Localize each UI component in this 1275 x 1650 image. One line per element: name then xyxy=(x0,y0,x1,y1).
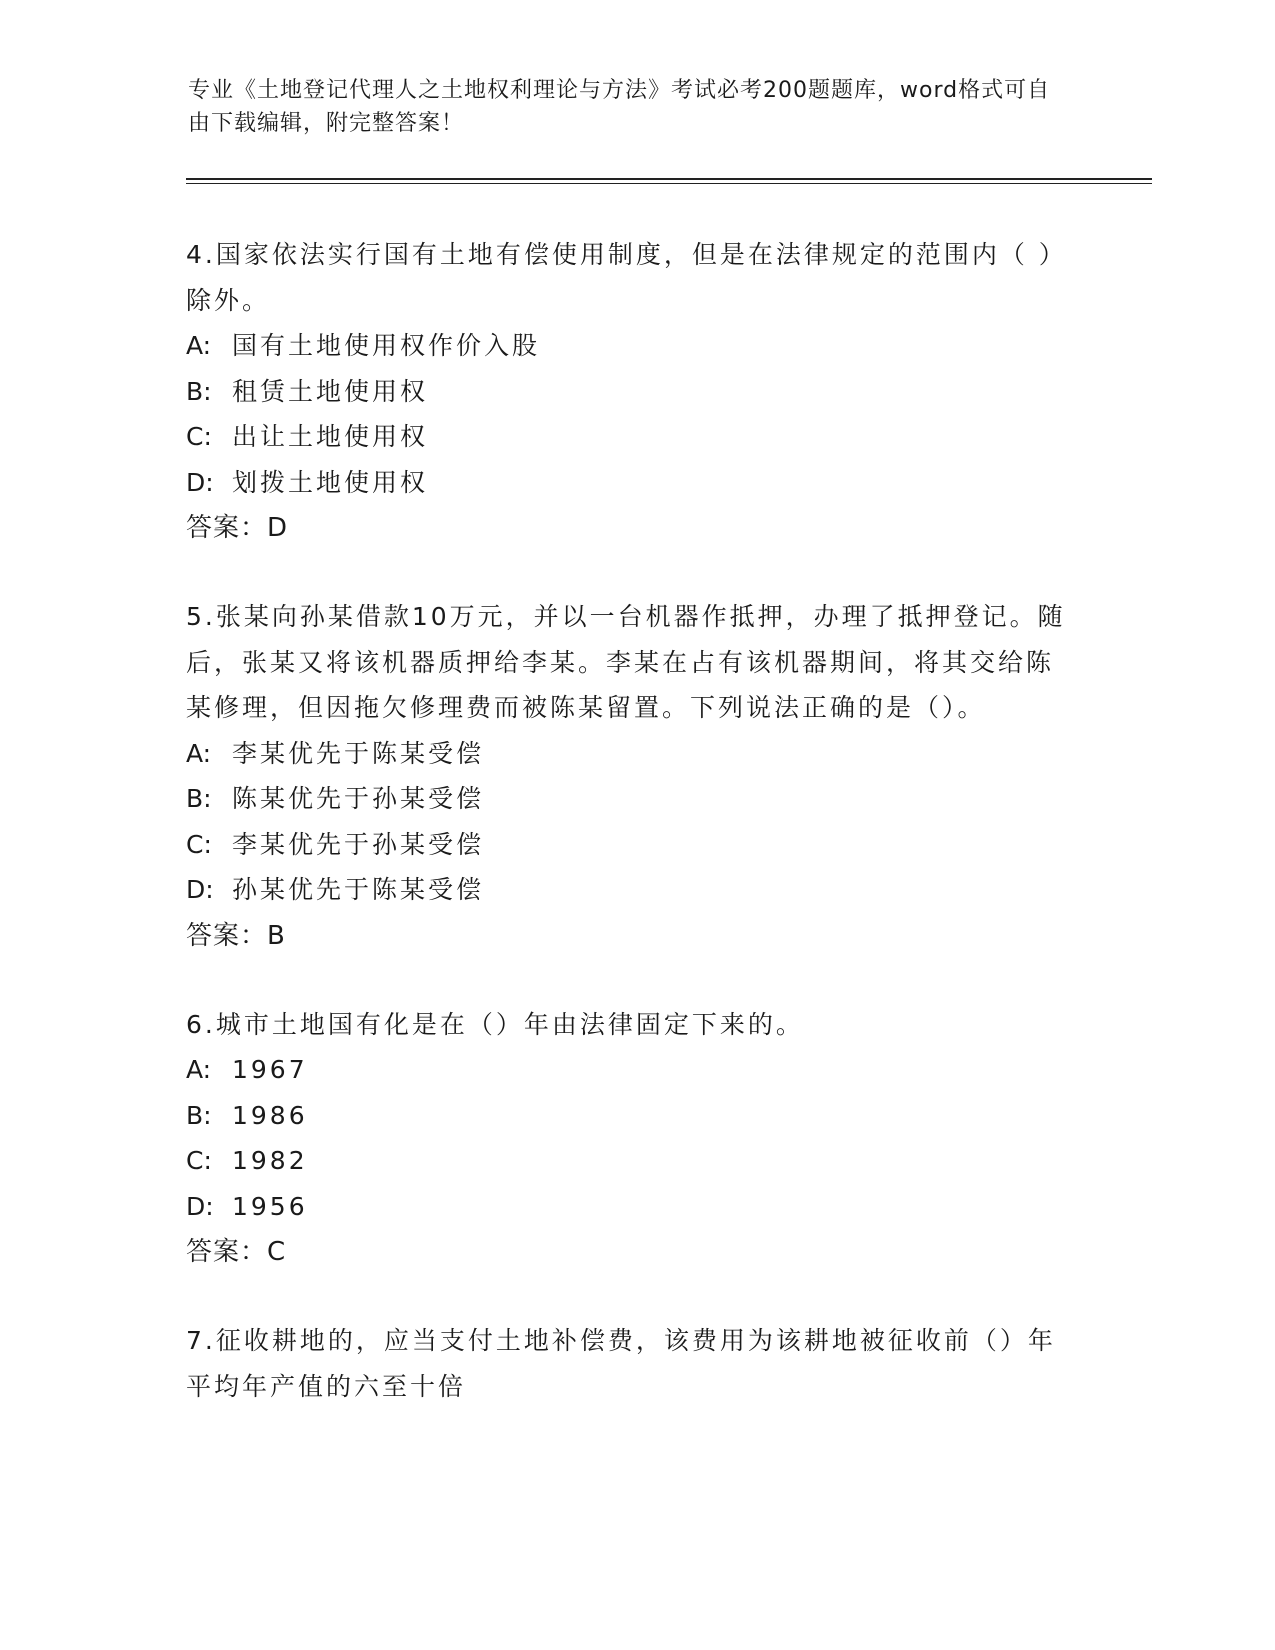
question-7 xyxy=(186,1318,1066,1409)
answer-line: 答案：D xyxy=(186,513,289,543)
option-d: D: 1956 xyxy=(186,1191,308,1221)
option-b: B: 陈某优先于孙某受偿 xyxy=(186,784,485,813)
option-d: D: 划拨土地使用权 xyxy=(186,467,429,497)
question-stem: 4.国家依法实行国有土地有偿使用制度，但是在法律规定的范围内（ ）除外。 xyxy=(186,240,1055,315)
question-stem: 5.张某向孙某借款10万元，并以一台机器作抵押，办理了抵押登记。随后，张某又将该机器质押给李某。李某在占有该机器期间，将其交给陈某修理，但因拖欠修理费而被陈某留置。下列说法正确的是（）。 xyxy=(186,602,1066,722)
header-intro: 专业《土地登记代理人之土地权利理论与方法》考试必考200题题库，word格式可自由下载编辑，附完整答案！ xyxy=(188,78,1051,136)
option-a: A: 李某优先于陈某受偿 xyxy=(186,738,485,768)
option-c: C: 李某优先于孙某受偿 xyxy=(186,829,485,859)
question-5 xyxy=(186,594,1066,959)
option-a: A: 1967 xyxy=(186,1055,308,1084)
header-rule-thick xyxy=(186,178,1152,180)
answer-line: 答案：B xyxy=(186,920,286,951)
option-a: A: 国有土地使用权作价入股 xyxy=(186,331,541,360)
question-stem: 6.城市土地国有化是在（）年由法律固定下来的。 xyxy=(186,1009,804,1039)
question-4 xyxy=(186,232,1066,551)
header-rule-thin xyxy=(186,183,1152,184)
option-b: B: 1986 xyxy=(186,1100,308,1130)
option-b: B: 租赁土地使用权 xyxy=(186,376,429,406)
option-d: D: 孙某优先于陈某受偿 xyxy=(186,875,485,904)
option-c: C: 1982 xyxy=(186,1146,308,1175)
answer-line: 答案：C xyxy=(186,1237,287,1267)
question-6 xyxy=(186,1002,1066,1276)
question-stem: 7.征收耕地的，应当支付土地补偿费，该费用为该耕地被征收前（）年平均年产值的六至十倍 xyxy=(186,1326,1056,1401)
question-list xyxy=(186,232,1066,1452)
option-c: C: 出让土地使用权 xyxy=(186,422,429,451)
